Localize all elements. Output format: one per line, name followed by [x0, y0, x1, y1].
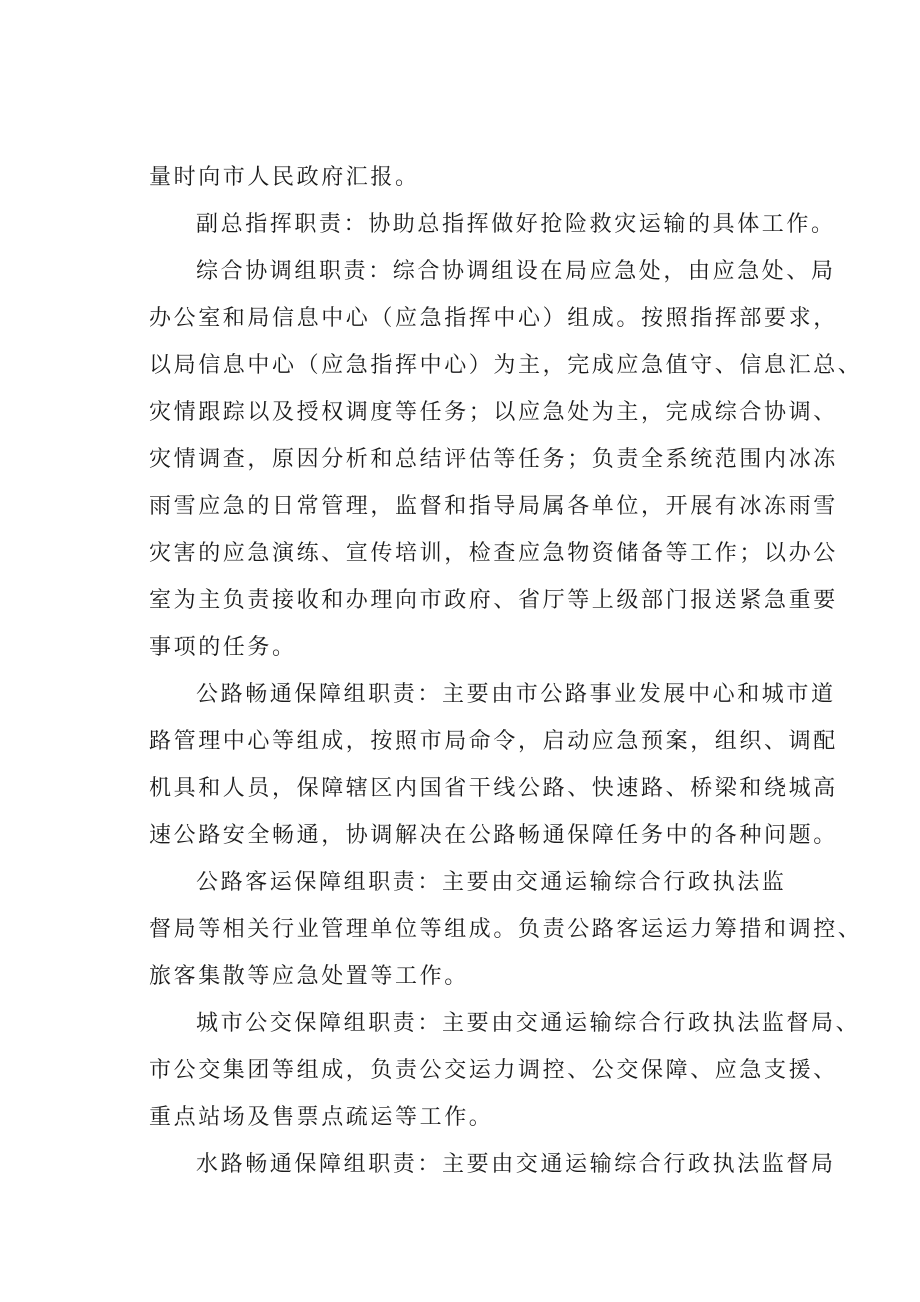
paragraph-first-line: 公路客运保障组职责：主要由交通运输综合行政执法监 — [196, 870, 787, 895]
text-line: 市公交集团等组成，负责公交运力调控、公交保障、应急支援、 — [149, 1058, 838, 1083]
text-line: 办公室和局信息中心（应急指挥中心）组成。按照指挥部要求， — [149, 306, 838, 331]
text-line: 事项的任务。 — [149, 635, 297, 660]
paragraph-first-line: 公路畅通保障组职责：主要由市公路事业发展中心和城市道 — [196, 682, 836, 707]
text-line: 重点站场及售票点疏运等工作。 — [149, 1105, 494, 1130]
text-line: 以局信息中心（应急指挥中心）为主，完成应急值守、信息汇总、 — [149, 353, 863, 378]
paragraph-first-line: 综合协调组职责：综合协调组设在局应急处，由应急处、局 — [196, 259, 836, 284]
text-line: 灾情调查，原因分析和总结评估等任务；负责全系统范围内冰冻 — [149, 447, 838, 472]
text-line: 室为主负责接收和办理向市政府、省厅等上级部门报送紧急重要 — [149, 588, 838, 613]
text-line: 灾害的应急演练、宣传培训，检查应急物资储备等工作；以办公 — [149, 541, 838, 566]
text-line: 路管理中心等组成，按照市局命令，启动应急预案，组织、调配 — [149, 729, 838, 754]
text-line: 督局等相关行业管理单位等组成。负责公路客运运力筹措和调控、 — [149, 917, 863, 942]
paragraph-first-line: 副总指挥职责：协助总指挥做好抢险救灾运输的具体工作。 — [196, 212, 836, 237]
text-line: 雨雪应急的日常管理，监督和指导局属各单位，开展有冰冻雨雪 — [149, 494, 838, 519]
text-line: 量时向市人民政府汇报。 — [149, 165, 420, 190]
text-line: 机具和人员，保障辖区内国省干线公路、快速路、桥梁和绕城高 — [149, 776, 838, 801]
text-line: 灾情跟踪以及授权调度等任务；以应急处为主，完成综合协调、 — [149, 400, 838, 425]
paragraph-first-line: 水路畅通保障组职责：主要由交通运输综合行政执法监督局 — [196, 1152, 836, 1177]
paragraph-first-line: 城市公交保障组职责：主要由交通运输综合行政执法监督局、 — [196, 1011, 861, 1036]
text-line: 速公路安全畅通，协调解决在公路畅通保障任务中的各种问题。 — [149, 823, 838, 848]
text-line: 旅客集散等应急处置等工作。 — [149, 964, 469, 989]
